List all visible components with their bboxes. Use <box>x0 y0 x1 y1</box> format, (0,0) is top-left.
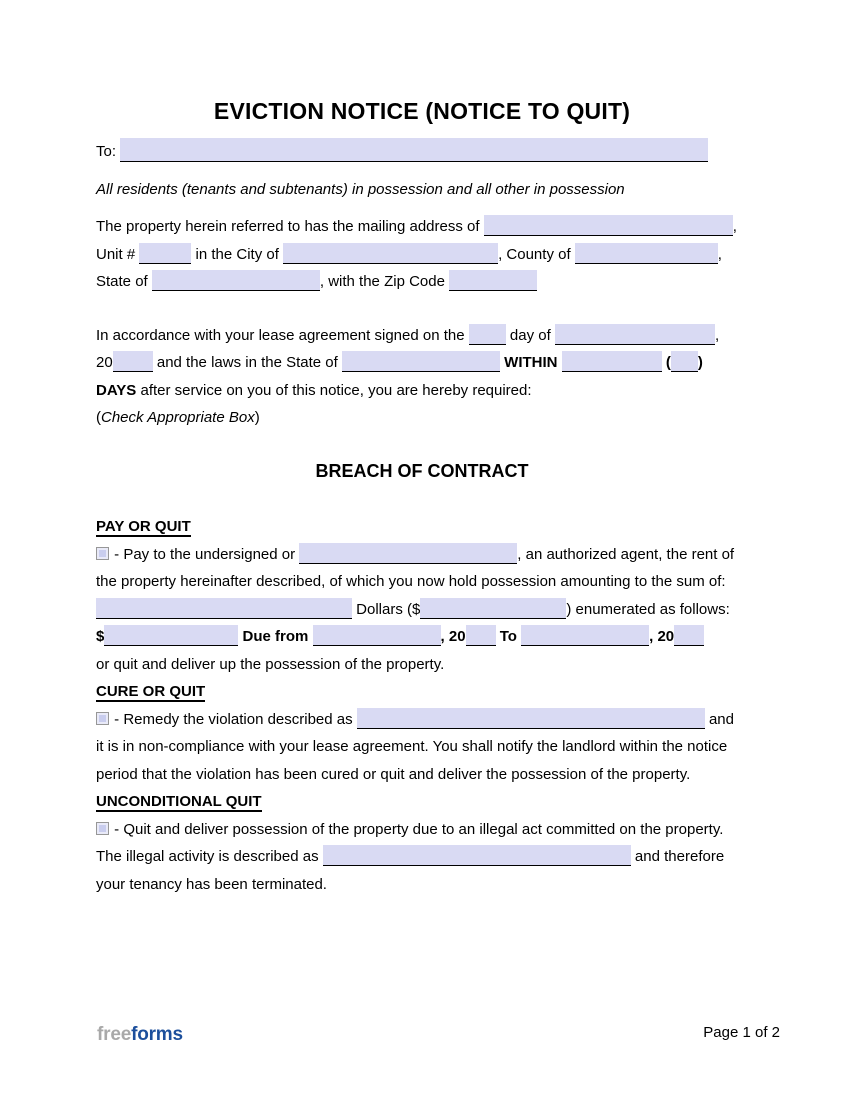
field-amount-due[interactable] <box>104 625 238 646</box>
text-run: or quit and deliver up the possession of the property. <box>96 655 445 673</box>
cure-or-quit-heading-line <box>96 678 748 706</box>
cure-or-quit-checkbox[interactable] <box>96 712 109 725</box>
field-city[interactable] <box>283 243 498 264</box>
text-run: , <box>732 218 737 235</box>
field-state[interactable] <box>152 270 320 291</box>
field-notice-days-number[interactable] <box>671 351 698 372</box>
text-run: , with the Zip Code <box>319 273 450 290</box>
pay-or-quit-body <box>96 541 748 679</box>
text-run: $ <box>96 628 105 645</box>
text-run: it is in non-compliance with your lease agreement. You shall notify the landlord within the notice <box>96 738 728 755</box>
field-mailing-address[interactable] <box>484 215 733 236</box>
recipients-note: All residents (tenants and subtenants) in possession and all other in possession <box>96 180 625 198</box>
form-line <box>96 623 748 651</box>
text-run: in the City of <box>191 245 284 263</box>
form-line <box>96 322 748 350</box>
text-run: Unit # <box>96 245 140 263</box>
form-line <box>96 733 748 761</box>
text-run: and <box>704 710 734 728</box>
text-run: WITHIN <box>504 354 558 371</box>
text-run: The property herein referred to has the mailing address of <box>96 218 484 235</box>
field-laws-state[interactable] <box>342 351 500 372</box>
text-run: State of <box>96 273 152 290</box>
field-lease-month[interactable] <box>555 324 715 345</box>
text-run: - Quit and deliver possession of the property due to an illegal act committed on the property. <box>110 820 724 838</box>
text-run: - Pay to the undersigned or <box>110 545 300 563</box>
pay-or-quit-heading-line <box>96 513 748 541</box>
text-run: , 20 <box>440 628 466 645</box>
freeforms-logo[interactable] <box>97 1024 183 1046</box>
field-rent-amount-words[interactable] <box>96 598 352 619</box>
text-run: the property hereinafter described, of which you now hold possession amounting to the sum of: <box>96 573 726 590</box>
text-run: , <box>714 326 720 344</box>
text-run: and the laws in the State of <box>152 354 342 371</box>
field-due-from-year[interactable] <box>466 625 496 646</box>
text-run: after service on you of this notice, you are hereby required: <box>136 381 532 399</box>
document-title: EVICTION NOTICE (NOTICE TO QUIT) <box>213 98 631 124</box>
text-run: period that the violation has been cured or quit and deliver the possession of the property. <box>96 765 691 783</box>
field-lease-day[interactable] <box>469 324 506 345</box>
pay-or-quit-checkbox[interactable] <box>96 547 109 560</box>
field-lease-year[interactable] <box>113 351 153 372</box>
field-due-from-date[interactable] <box>313 625 441 646</box>
text-run: - Remedy the violation described as <box>110 710 357 728</box>
field-rent-amount-number[interactable] <box>420 598 566 619</box>
text-run: day of <box>505 326 555 344</box>
field-illegal-activity-description[interactable] <box>323 845 631 866</box>
text-run: and therefore <box>630 848 725 865</box>
field-violation-description[interactable] <box>357 708 705 729</box>
text-run: 20 <box>96 354 113 371</box>
field-recipient-names[interactable] <box>120 138 708 162</box>
to-line <box>96 138 748 166</box>
form-line <box>96 706 748 734</box>
text-run: To: <box>96 143 121 160</box>
breach-of-contract-heading: BREACH OF CONTRACT <box>315 460 529 481</box>
field-due-to-year[interactable] <box>674 625 704 646</box>
field-notice-days-words[interactable] <box>562 351 662 372</box>
text-run: Check Appropriate Box <box>101 409 255 426</box>
text-run: Due from <box>238 628 313 645</box>
text-run: , County of <box>498 245 575 263</box>
form-line <box>96 241 748 269</box>
text-run: Dollars ($ <box>352 600 421 618</box>
text-run: ) enumerated as follows: <box>566 600 730 618</box>
text-run: ( <box>661 354 671 371</box>
form-line <box>96 568 748 596</box>
field-zip-code[interactable] <box>449 270 537 291</box>
text-run: , 20 <box>649 628 675 645</box>
section-unconditional-quit <box>96 788 748 898</box>
page-number: Page 1 of 2 <box>703 1024 780 1041</box>
brand-forms-text: forms <box>131 1024 183 1045</box>
text-run: To <box>495 628 522 645</box>
form-line <box>96 349 748 377</box>
field-unit-number[interactable] <box>139 243 191 264</box>
brand-free-text: free <box>97 1024 132 1045</box>
section-pay-or-quit <box>96 513 748 678</box>
form-line <box>96 541 748 569</box>
unconditional-quit-checkbox[interactable] <box>96 822 109 835</box>
form-line <box>96 843 748 871</box>
form-line <box>96 268 748 296</box>
property-address-paragraph <box>96 213 748 296</box>
form-line <box>96 761 748 789</box>
text-run: , an authorized agent, the rent of <box>517 545 735 563</box>
unconditional-quit-heading-line <box>96 788 748 816</box>
form-line <box>96 377 748 405</box>
text-run: ) <box>254 409 260 426</box>
field-due-to-date[interactable] <box>521 625 649 646</box>
unconditional-quit-heading: UNCONDITIONAL QUIT <box>96 793 262 810</box>
form-line <box>96 596 748 624</box>
field-county[interactable] <box>575 243 718 264</box>
form-line <box>96 404 748 432</box>
lease-terms-paragraph <box>96 322 748 432</box>
section-cure-or-quit <box>96 678 748 788</box>
form-line <box>96 816 748 844</box>
cure-or-quit-heading: CURE OR QUIT <box>96 683 206 700</box>
form-line <box>96 871 748 899</box>
form-line <box>96 651 748 679</box>
text-run: ) <box>697 354 703 371</box>
text-run: , <box>717 245 722 263</box>
text-run: your tenancy has been terminated. <box>96 875 327 893</box>
text-run: DAYS <box>96 381 137 399</box>
text-run: The illegal activity is described as <box>96 848 323 865</box>
text-run: In accordance with your lease agreement signed on the <box>96 326 469 344</box>
text-run: ( <box>96 409 101 426</box>
unconditional-quit-body <box>96 816 748 899</box>
pay-or-quit-heading: PAY OR QUIT <box>96 518 191 535</box>
cure-or-quit-body <box>96 706 748 789</box>
form-line <box>96 213 748 241</box>
field-agent-name[interactable] <box>299 543 517 564</box>
